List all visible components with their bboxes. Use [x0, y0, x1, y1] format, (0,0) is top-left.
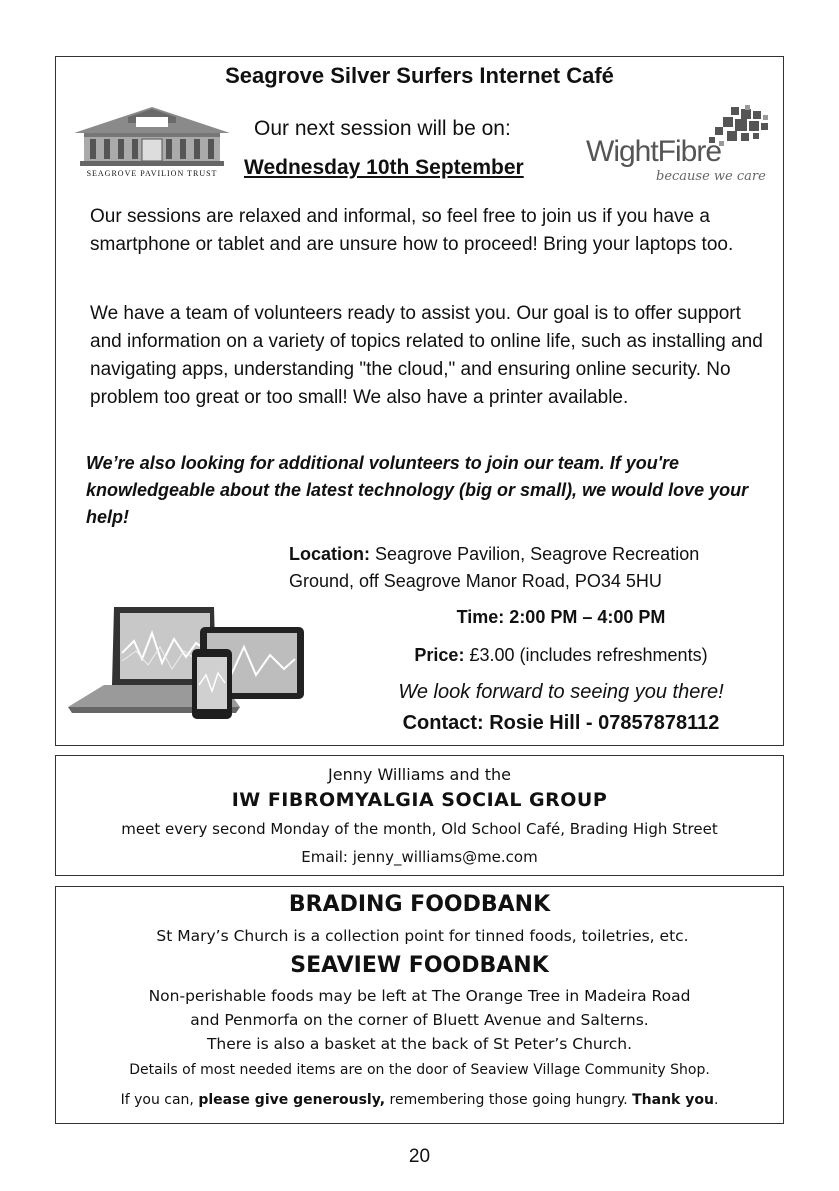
location-value: Seagrove Pavilion, Seagrove Recreation Ground, off Seagrove Manor Road, PO34 5HU [289, 544, 700, 591]
wightfibre-tagline: because we care [656, 169, 766, 184]
fibromyalgia-box [55, 755, 784, 876]
location-label: Location: [289, 544, 370, 564]
foodbank-details: Details of most needed items are on the door of Seaview Village Community Shop. [129, 1062, 710, 1078]
brading-foodbank-text: St Mary’s Church is a collection point for tinned foods, toiletries, etc. [156, 927, 689, 945]
session-date: Wednesday 10th September [244, 156, 524, 179]
pavilion-logo [70, 105, 234, 179]
foodbank-box [55, 886, 784, 1124]
appeal-text-1: If you can, [120, 1092, 199, 1108]
cafe-intro-paragraph: Our sessions are relaxed and informal, so feel free to join us if you have a smartphone or tablet and are unsure how to proceed! Bring your laptops too. [90, 206, 734, 255]
fibro-email: Email: jenny_williams@me.com [301, 848, 538, 866]
price-value: £3.00 (includes refreshments) [469, 645, 708, 665]
seaview-line-1: Non-perishable foods may be left at The Orange Tree in Madeira Road [148, 987, 691, 1005]
seaview-line-2: and Penmorfa on the corner of Bluett Avenue and Salterns. [190, 1011, 649, 1029]
seaview-foodbank-heading: SEAVIEW FOODBANK [290, 953, 549, 978]
next-session-label: Our next session will be on: [254, 117, 511, 140]
seaview-line-3: There is also a basket at the back of St Peter’s Church. [206, 1035, 633, 1053]
fibro-meeting: meet every second Monday of the month, Old School Café, Brading High Street [121, 820, 718, 838]
cafe-volunteers-paragraph: We have a team of volunteers ready to assist you. Our goal is to offer support and information on a variety of topics related to online life, such as installing and navigating apps, understanding "the cloud," and ensuring online security. No problem too great or too small! We also have a printer available. [90, 303, 763, 408]
brading-foodbank-heading: BRADING FOODBANK [288, 892, 551, 917]
session-time: Time: 2:00 PM – 4:00 PM [456, 607, 666, 627]
location-info [289, 541, 769, 595]
fibro-heading: IW FIBROMYALGIA SOCIAL GROUP [231, 789, 608, 811]
appeal-thanks: Thank you [632, 1092, 714, 1108]
fibro-intro: Jenny Williams and the [328, 765, 511, 784]
cafe-title: Seagrove Silver Surfers Internet Café [225, 63, 614, 88]
page-number: 20 [408, 1146, 431, 1167]
contact-line: Contact: Rosie Hill - 07857878112 [402, 712, 720, 734]
devices-illustration [64, 603, 312, 725]
price-info [336, 645, 786, 666]
pavilion-logo-text: SEAGROVE PAVILION TRUST [86, 169, 218, 178]
appeal-emphasis: please give generously, [198, 1092, 386, 1108]
wightfibre-logo [586, 105, 776, 185]
foodbank-appeal [56, 1092, 783, 1108]
closing-line: We look forward to seeing you there! [398, 681, 724, 703]
volunteer-call: We’re also looking for additional volunteers to join our team. If you're knowledgeable about the latest technology (big or small), we would love your help! [86, 453, 749, 527]
wightfibre-name: WightFibre [586, 135, 722, 168]
price-label: Price: [414, 645, 465, 665]
internet-cafe-box [55, 56, 784, 746]
pavilion-building-icon [70, 105, 234, 167]
appeal-period: . [713, 1092, 719, 1108]
appeal-text-2: remembering those going hungry. [385, 1092, 633, 1108]
